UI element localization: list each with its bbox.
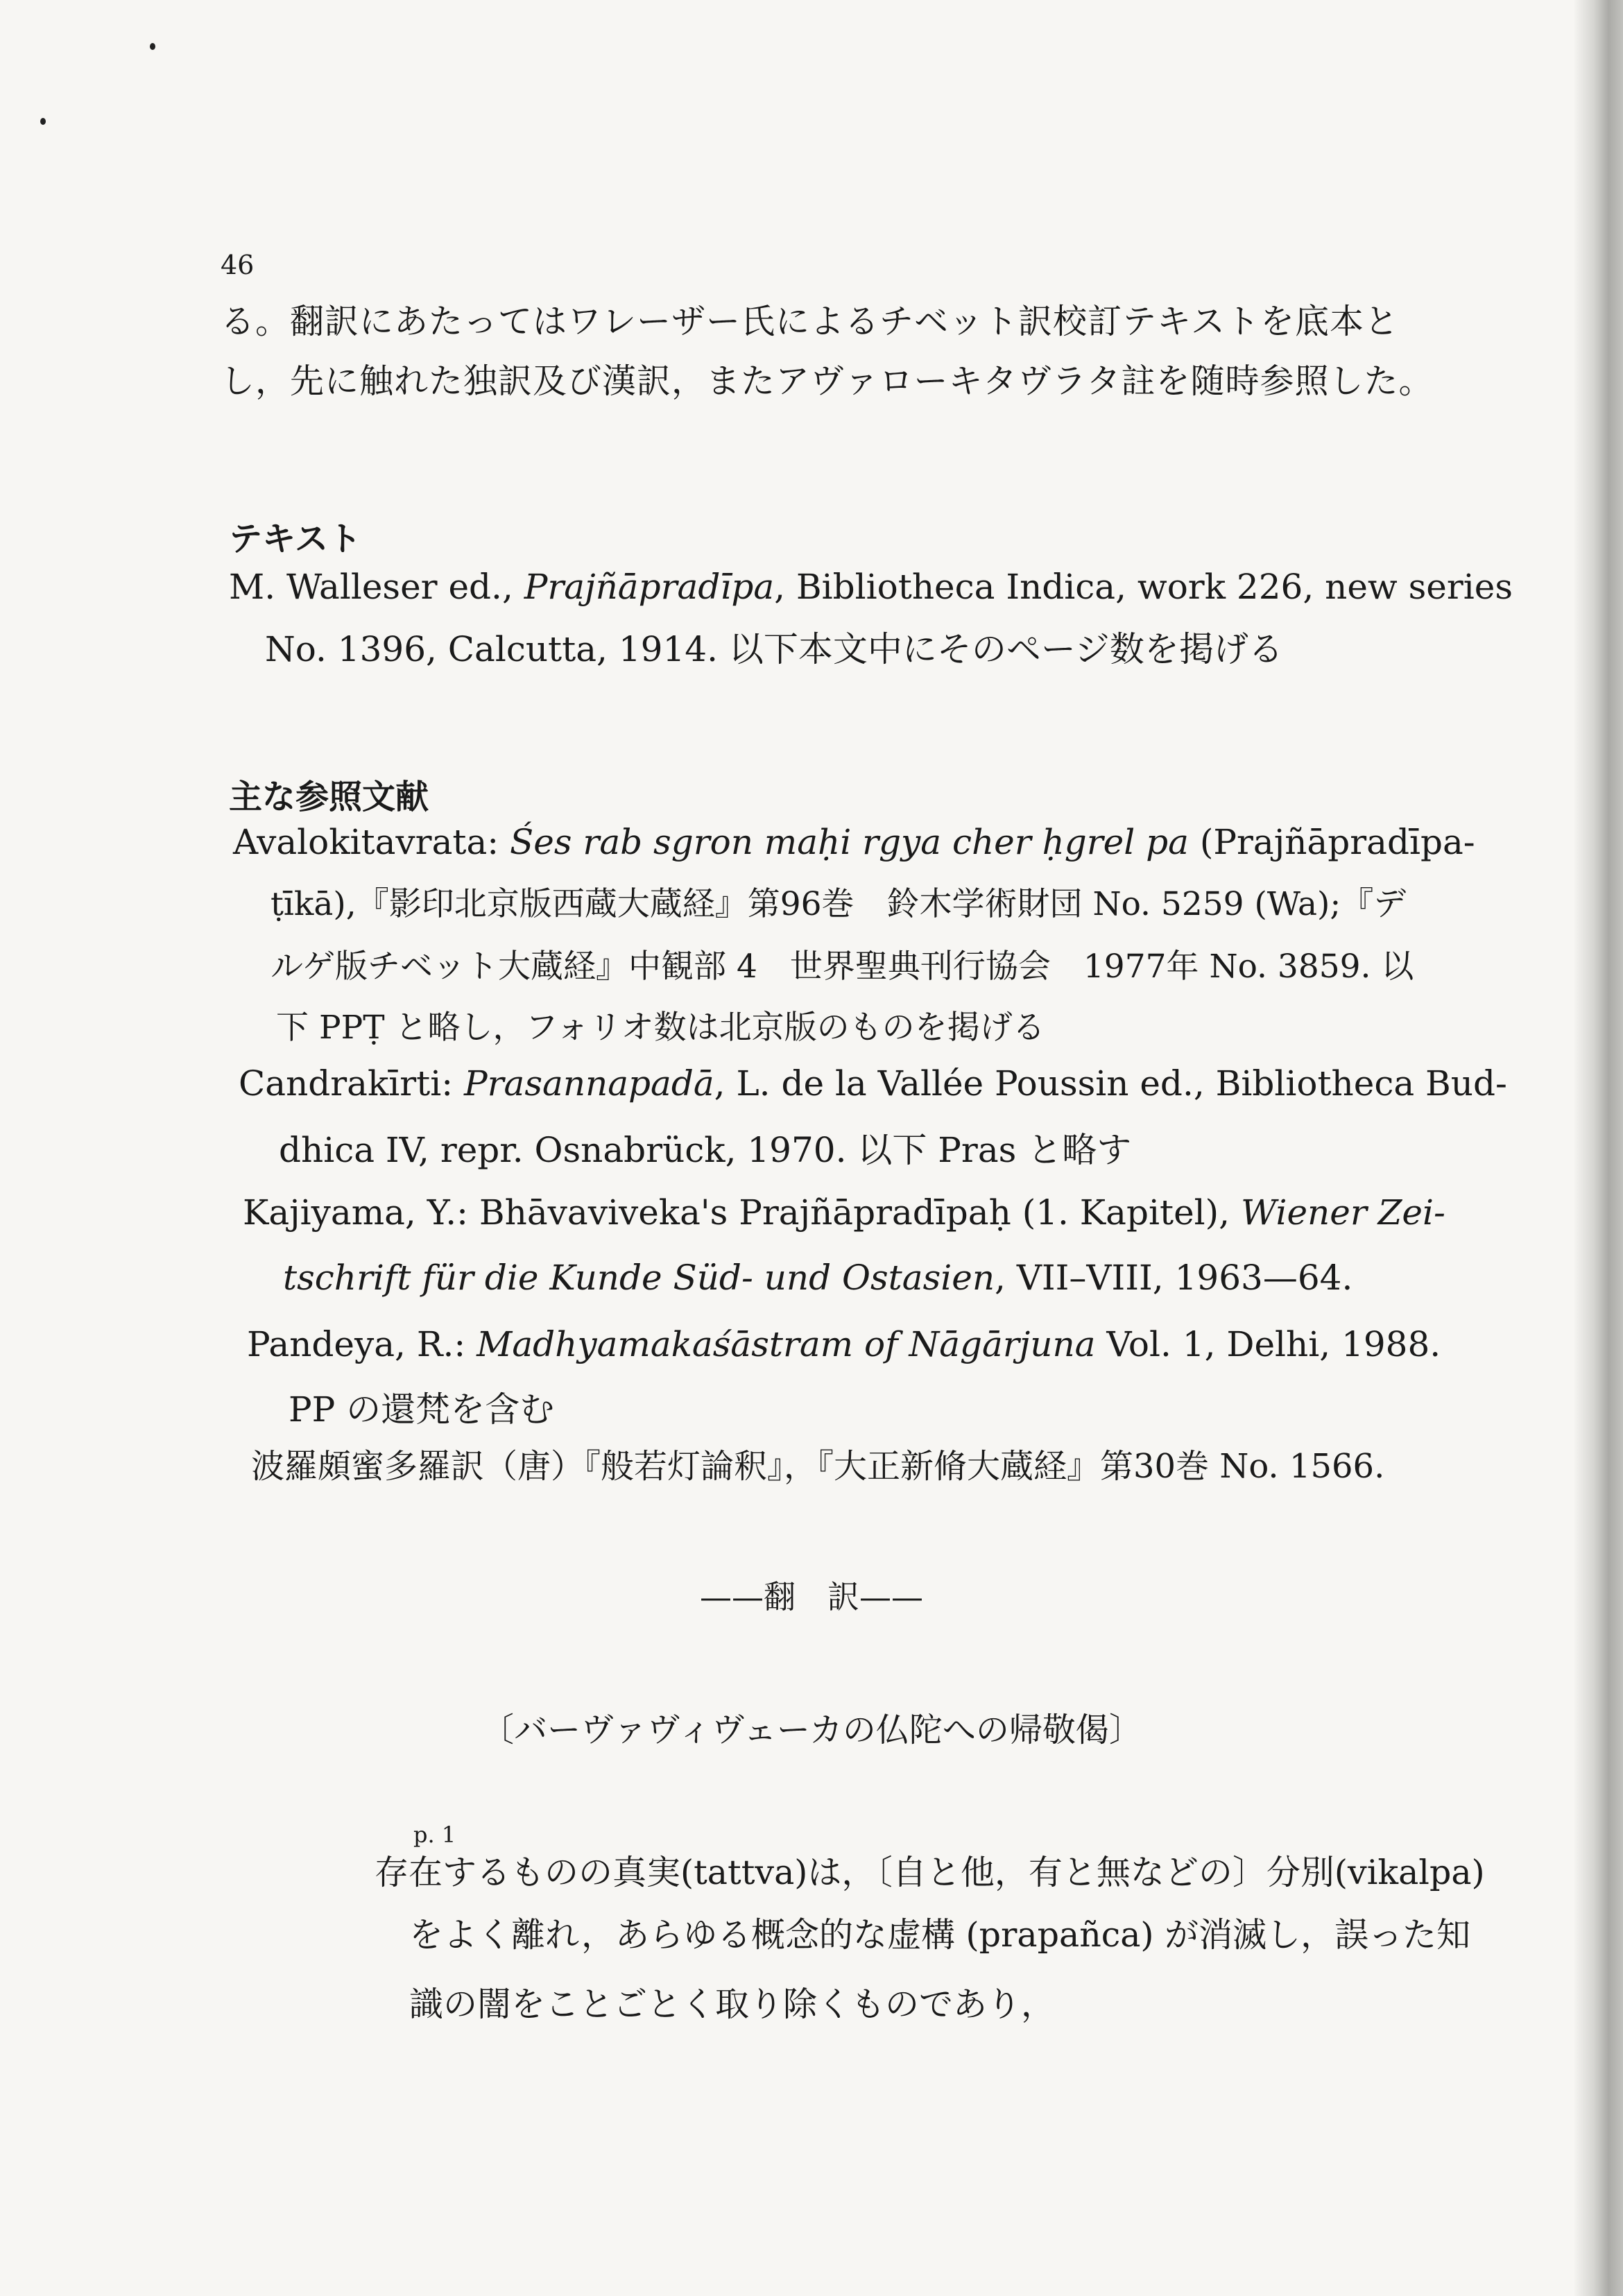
- translation-subheading: 〔バーヴァヴィヴェーカの仏陀への帰敬偈〕: [481, 1711, 1142, 1749]
- references-heading: 主な参照文献: [229, 778, 429, 816]
- reference-1-line-2: ṭīkā),『影印北京版西蔵大蔵経』第96巻 鈴木学術財団 No. 5259 (Wa);『デ: [270, 885, 1407, 923]
- reference-2-line-2: dhica IV, repr. Osnabrück, 1970. 以下 Pras と略す: [279, 1130, 1132, 1170]
- translation-line-3: 識の闇をことごとく取り除くものであり，: [409, 1985, 1056, 2024]
- text-entry-title: Prajñāpradīpa: [524, 567, 775, 607]
- reference-3-title: Wiener Zei-: [1240, 1192, 1445, 1233]
- translation-line-2: をよく離れ，あらゆる概念的な虚構 (prapañca) が消滅し，誤った知: [409, 1915, 1471, 1955]
- text-entry-line-1: [229, 565, 1513, 609]
- reference-1-title: Śes rab sgron maḥi rgya cher ḥgrel pa: [510, 822, 1189, 862]
- reference-3-rest: , VII–VIII, 1963—64.: [995, 1258, 1353, 1298]
- reference-2-title: Prasannapadā: [464, 1063, 714, 1104]
- translation-line-1: 存在するものの真実(tattva)は，〔自と他，有と無などの〕分別(vikalpa): [375, 1853, 1485, 1892]
- scan-speck: [40, 118, 46, 125]
- reference-4-prefix: Pandeya, R.:: [247, 1324, 477, 1364]
- page-number: 46: [221, 250, 255, 280]
- reference-1-rest: (Prajñāpradīpa-: [1188, 822, 1475, 862]
- reference-1-prefix: Avalokitavrata:: [233, 822, 510, 862]
- text-heading: テキスト: [229, 520, 362, 558]
- reference-3-title-cont: tschrift für die Kunde Süd- und Ostasien: [283, 1258, 995, 1298]
- reference-2-rest: , L. de la Vallée Poussin ed., Bibliotheca Bud-: [714, 1063, 1507, 1104]
- reference-4-title: Madhyamakaśāstram of Nāgārjuna: [476, 1324, 1096, 1364]
- scan-shadow-edge: [1574, 0, 1623, 2296]
- reference-2-line-1: [239, 1061, 1507, 1106]
- reference-2-prefix: Candrakīrti:: [239, 1063, 464, 1104]
- intro-line-2: し，先に触れた独訳及び漢訳，またアヴァローキタヴラタ註を随時参照した。: [221, 361, 1434, 401]
- reference-5-line-1: 波羅頗蜜多羅訳（唐）『般若灯論釈』，『大正新脩大蔵経』第30巻 No. 1566.: [251, 1447, 1385, 1486]
- reference-3-line-1: [243, 1190, 1445, 1235]
- reference-3-prefix: Kajiyama, Y.: Bhāvaviveka's Prajñāpradīpaḥ (1. Kapitel),: [243, 1192, 1241, 1233]
- page-marker: p. 1: [413, 1822, 456, 1848]
- reference-4-line-2: PP の還梵を含む: [289, 1389, 555, 1430]
- reference-1-line-1: [233, 820, 1475, 864]
- reference-3-line-2: [283, 1256, 1352, 1300]
- reference-1-line-3: ルゲ版チベット大蔵経』中観部 4 世界聖典刊行協会 1977年 No. 3859. 以: [270, 948, 1414, 986]
- translation-heading: ——翻 訳——: [700, 1578, 923, 1616]
- text-entry-rest: , Bibliotheca Indica, work 226, new series: [774, 567, 1513, 607]
- intro-line-1: る。翻訳にあたってはワレーザー氏によるチベット訳校訂テキストを底本と: [221, 302, 1400, 341]
- reference-4-rest: Vol. 1, Delhi, 1988.: [1095, 1324, 1441, 1364]
- scan-speck: [150, 43, 155, 50]
- reference-4-line-1: [247, 1322, 1441, 1367]
- reference-1-line-4: 下 PPṬ と略し，フォリオ数は北京版のものを掲げる: [276, 1009, 1045, 1047]
- text-entry-prefix: M. Walleser ed.,: [229, 567, 524, 607]
- text-entry-line-2: No. 1396, Calcutta, 1914. 以下本文中にそのページ数を掲げる: [265, 629, 1283, 669]
